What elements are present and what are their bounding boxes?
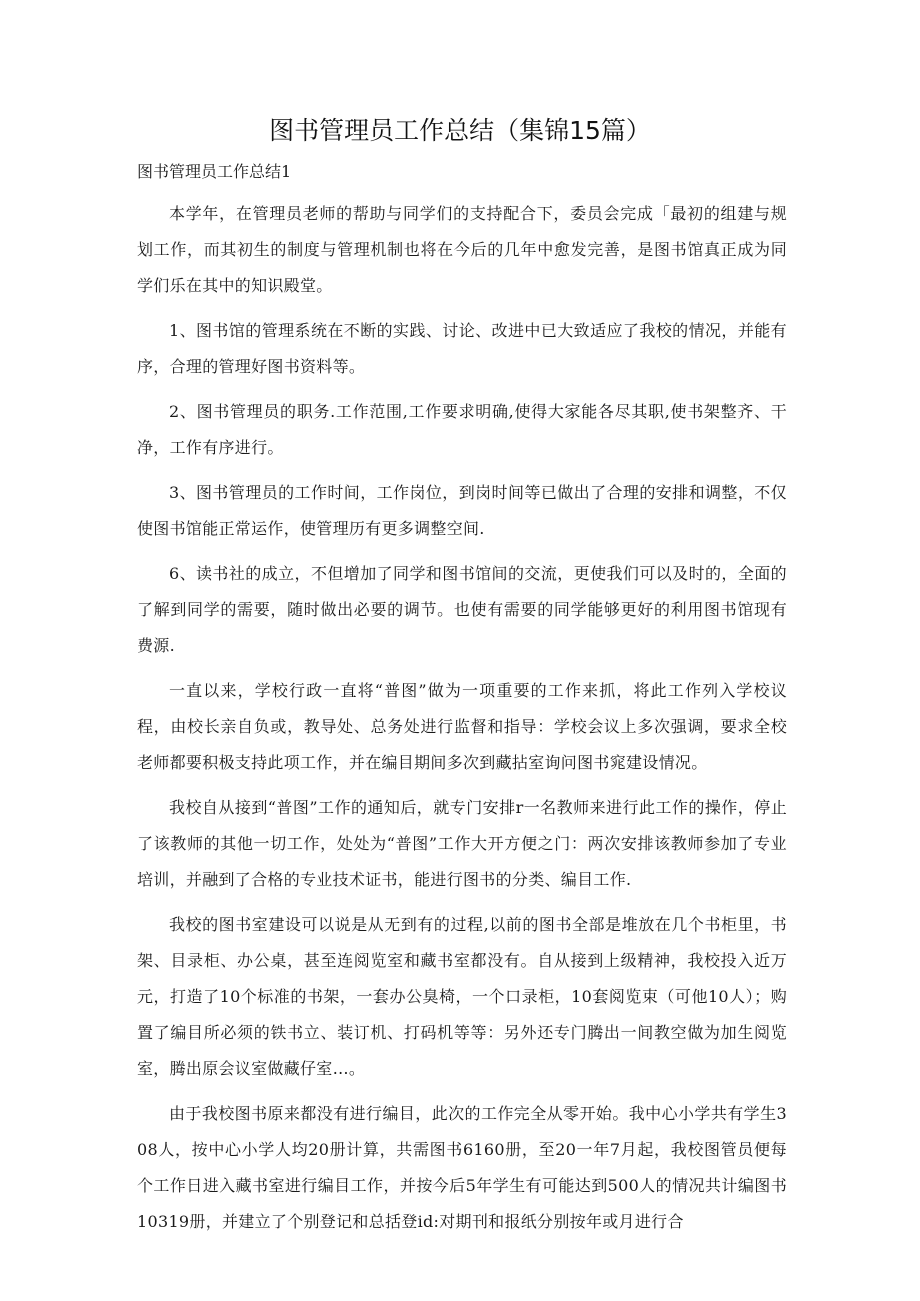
paragraph-cataloguing: 由于我校图书原来都没有进行编目，此次的工作完全从零开始。我中心小学共有学生308人，按中心小学人均20册计算，共需图书6160册，至20一年7月起，我校图管员便每个工作日进入藏书室进行编目工作，并按今后5年学生有可能达到500人的情况共计编图书10319册，并建立了个别登记和总括登id:对期刊和报纸分别按年或月进行合 <box>137 1104 787 1231</box>
paragraph-item-2: 2、图书管理员的职务.工作范围,工作要求明确,使得大家能各尽其职,使书架整齐、干净，工作有序进行。 <box>137 402 787 457</box>
paragraph-item-1: 1、图书馆的管理系统在不断的实践、讨论、改进中已大致适应了我校的情况，并能有序，合理的管理好图书资料等。 <box>137 321 787 376</box>
paragraph-facilities: 我校的图书室建设可以说是从无到有的过程,以前的图书全部是堆放在几个书柜里，书架、目录柜、办公桌，甚至连阅览室和藏书室都没有。自从接到上级精神，我校投入近万元，打造了10个标准的书架，一套办公臭椅，一个口录柜，10套阅览束（可他10人）；购置了编目所必须的铁书立、装订机、打码机等等：另外还专门腾出一间教空做为加生阅览室，腾出原会议室做藏仔室…。 <box>137 915 787 1078</box>
document-body <box>137 196 787 1249</box>
paragraph-administration: 一直以来，学校行政一直将“普图”做为一项重要的工作来抓，将此工作列入学校议程，由校长亲自负或，教导处、总务处进行监督和指导：学校会议上多次强调，要求全校老师都要积极支持此项工作，并在编目期间多次到藏拈室询问图书窕建设情况。 <box>137 681 787 772</box>
paragraph-item-6: 6、读书社的成立，不但增加了同学和图书馆间的交流，更使我们可以及时的，全面的了解到同学的需要，随时做出必要的调节。也使有需要的同学能够更好的利用图书馆现有费源. <box>137 564 787 655</box>
paragraph-item-3: 3、图书管理员的工作时间，工作岗位，到岗时间等已做出了合理的安排和调整，不仅使图书馆能正常运作，使管理历有更多调整空间. <box>137 483 787 538</box>
paragraph-intro: 本学年，在管理员老师的帮助与同学们的支持配合下，委员会完成「最初的组建与规划工作，而其初生的制度与管理机制也将在今后的几年中愈发完善，是图书馆真正成为同学们乐在其中的知识殿堂。 <box>137 204 787 295</box>
document-title: 图书管理员工作总结（集锦15篇） <box>269 116 651 145</box>
section-heading: 图书管理员工作总结1 <box>137 162 292 181</box>
paragraph-staffing: 我校自从接到“普图”工作的通知后，就专门安排r一名教师来进行此工作的操作，停止了该教师的其他一切工作，处处为“普图”工作大开方便之门：两次安排该教师参加了专业培训，并融到了合格的专业技术证书，能进行图书的分类、编目工作. <box>137 798 787 889</box>
